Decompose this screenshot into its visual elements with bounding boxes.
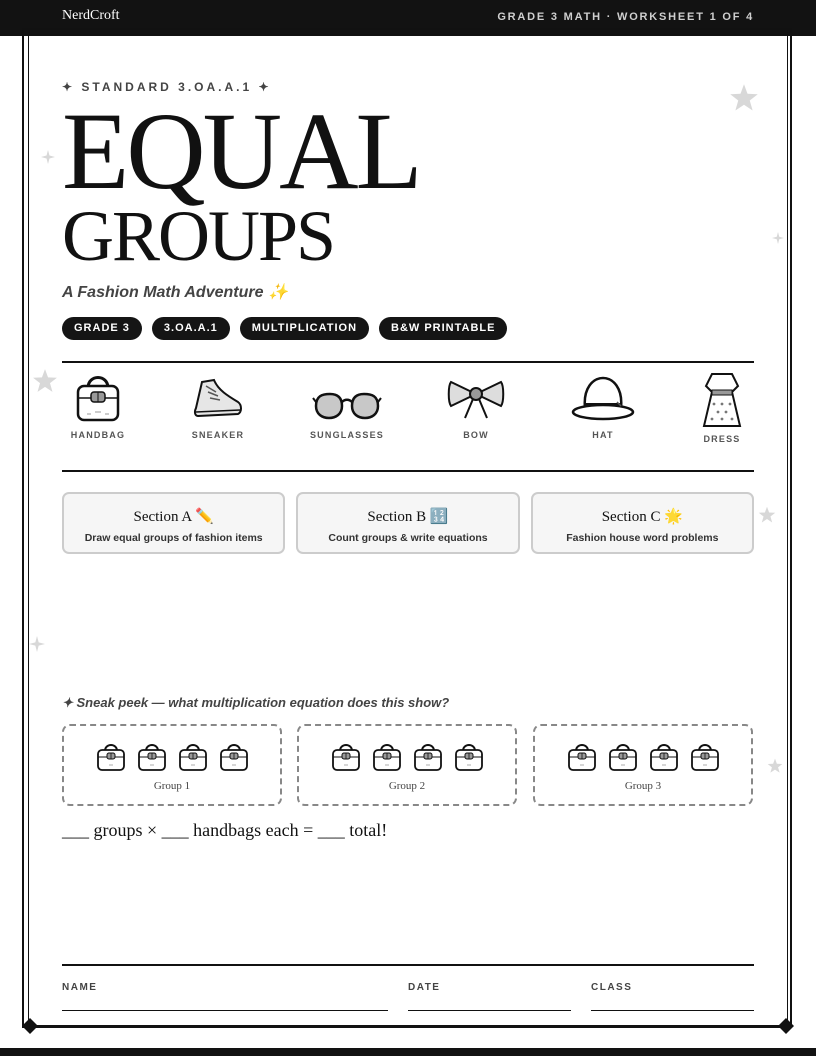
tag-format: B&W PRINTABLE <box>379 317 507 340</box>
group-label: Group 3 <box>624 780 662 792</box>
handbag-icon <box>75 372 121 424</box>
fashion-item-label: SUNGLASSES <box>309 430 384 440</box>
group-label: Group 2 <box>388 780 426 792</box>
sneak-peek-prompt: ✦ Sneak peek — what multiplication equation does this show? <box>62 695 450 710</box>
divider <box>62 964 754 966</box>
sparkle-icon <box>772 232 784 244</box>
sunglasses-icon <box>312 372 382 424</box>
hat-icon <box>571 372 635 424</box>
handbag-icon <box>331 740 361 772</box>
brand-name: NerdCroft <box>62 8 120 23</box>
section-description: Draw equal groups of fashion items <box>84 532 263 544</box>
page-title-line-1: EQUAL <box>62 90 420 212</box>
bow-icon <box>447 372 505 424</box>
date-field[interactable] <box>408 1010 571 1011</box>
handbag-icon <box>567 740 597 772</box>
fashion-item-hat <box>558 372 648 440</box>
page-subtitle: A Fashion Math Adventure ✨ <box>62 284 288 301</box>
section-title: Section C 🌟 <box>601 509 683 525</box>
equal-groups <box>62 724 754 806</box>
fashion-item-dress <box>677 372 767 444</box>
sneaker-icon <box>192 372 244 424</box>
handbag-icon <box>690 740 720 772</box>
group-label: Group 1 <box>153 780 191 792</box>
star-icon <box>758 506 776 524</box>
worksheet-label: GRADE 3 MATH · WORKSHEET 1 OF 4 <box>497 11 754 23</box>
handbag-icon <box>649 740 679 772</box>
sparkle-icon <box>29 636 45 652</box>
handbag-icon <box>96 740 126 772</box>
group-items <box>299 740 515 772</box>
group-box <box>533 724 753 806</box>
section-title: Section B 🔢 <box>367 509 449 525</box>
fashion-item-label: SNEAKER <box>191 430 245 440</box>
fashion-item-handbag <box>53 372 143 440</box>
handbag-icon <box>219 740 249 772</box>
group-box <box>62 724 282 806</box>
sparkle-icon <box>41 150 55 164</box>
star-icon <box>767 758 783 774</box>
tag-topic: MULTIPLICATION <box>240 317 369 340</box>
star-icon <box>729 83 759 113</box>
fashion-item-label: BOW <box>463 430 489 440</box>
dress-icon <box>698 372 746 428</box>
group-items <box>535 740 751 772</box>
section-a-card <box>62 492 285 554</box>
tag-grade: GRADE 3 <box>62 317 142 340</box>
tag-list <box>62 317 507 340</box>
fashion-item-label: HAT <box>592 430 614 440</box>
divider <box>62 361 754 363</box>
fashion-item-label: HANDBAG <box>70 430 126 440</box>
group-box <box>297 724 517 806</box>
corner-diamond-icon <box>778 1018 794 1034</box>
fashion-item-label: DRESS <box>703 434 741 444</box>
section-b-card <box>296 492 519 554</box>
standard-line: ✦ STANDARD 3.OA.A.1 ✦ <box>62 80 272 94</box>
class-label: CLASS <box>591 982 633 993</box>
fashion-items-row <box>62 372 754 464</box>
section-title: Section A ✏️ <box>133 509 214 525</box>
tag-standard: 3.OA.A.1 <box>152 317 230 340</box>
handbag-icon <box>454 740 484 772</box>
fashion-item-sneaker <box>173 372 263 440</box>
equation-prompt: ___ groups × ___ handbags each = ___ total! <box>62 820 388 840</box>
date-label: DATE <box>408 982 441 993</box>
page-title-line-2: GROUPS <box>62 196 335 276</box>
fashion-item-bow <box>431 372 521 440</box>
name-label: NAME <box>62 982 98 993</box>
handbag-icon <box>413 740 443 772</box>
name-field[interactable] <box>62 1010 388 1011</box>
bottom-bar <box>0 1048 816 1056</box>
group-items <box>64 740 280 772</box>
section-cards <box>62 492 754 554</box>
section-c-card <box>531 492 754 554</box>
section-description: Fashion house word problems <box>566 532 719 544</box>
handbag-icon <box>178 740 208 772</box>
corner-diamond-icon <box>22 1018 38 1034</box>
divider <box>62 470 754 472</box>
handbag-icon <box>372 740 402 772</box>
fashion-item-sunglasses <box>302 372 392 440</box>
handbag-icon <box>137 740 167 772</box>
handbag-icon <box>608 740 638 772</box>
section-description: Count groups & write equations <box>328 532 488 544</box>
class-field[interactable] <box>591 1010 754 1011</box>
